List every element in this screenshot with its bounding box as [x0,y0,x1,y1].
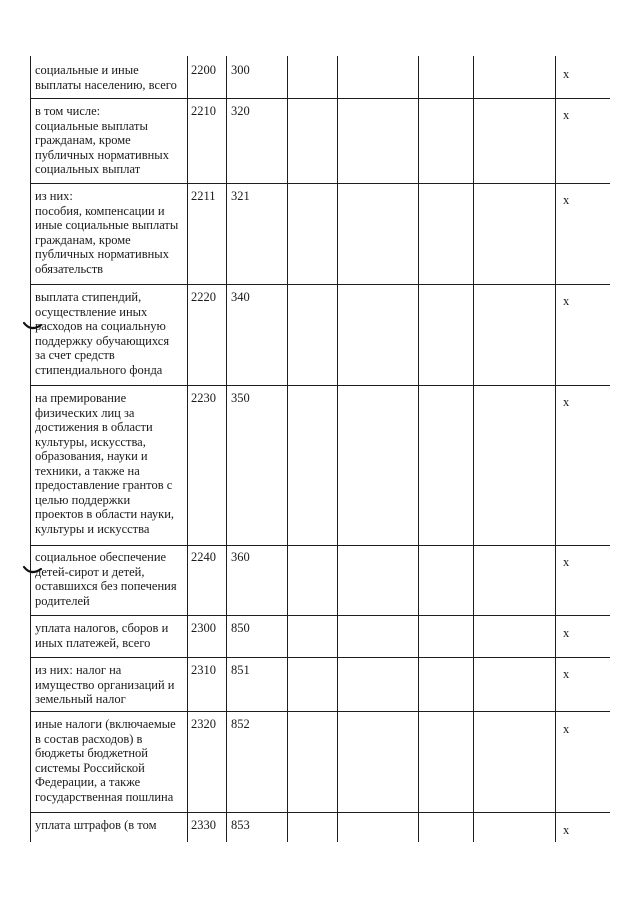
row-divider [30,812,610,813]
row-name-cell: иные налоги (включаемые в состав расходов) в бюджеты бюджетной системы Российской Федерации, а также государственная пошлина [35,717,176,804]
kbk-code-cell: 853 [231,818,250,832]
x-mark-cell: x [563,555,570,569]
line-code-cell: 2230 [191,391,216,405]
x-mark-cell: x [563,193,570,207]
line-code-cell: 2211 [191,189,216,203]
binder-hole-mark [22,564,44,578]
row-divider [30,183,610,184]
column-divider-1 [187,56,188,842]
x-mark-cell: x [563,108,570,122]
column-divider-3 [287,56,288,842]
line-code-cell: 2240 [191,550,216,564]
line-code-cell: 2300 [191,621,216,635]
kbk-code-cell: 852 [231,717,250,731]
kbk-code-cell: 340 [231,290,250,304]
table-border-left [30,56,31,842]
x-mark-cell: x [563,722,570,736]
column-divider-7 [555,56,556,842]
x-mark-cell: x [563,667,570,681]
kbk-code-cell: 851 [231,663,250,677]
row-divider [30,98,610,99]
column-divider-2 [226,56,227,842]
row-divider [30,284,610,285]
column-divider-4 [337,56,338,842]
line-code-cell: 2200 [191,63,216,77]
row-name-cell: социальные и иные выплаты населению, всего [35,63,177,92]
row-divider [30,615,610,616]
row-name-cell: из них: пособия, компенсации и иные социальные выплаты гражданам, кроме публичных нормативных обязательств [35,189,179,276]
kbk-code-cell: 321 [231,189,250,203]
binder-hole-mark [22,320,44,334]
line-code-cell: 2330 [191,818,216,832]
x-mark-cell: x [563,823,570,837]
row-name-cell: из них: налог на имущество организаций и земельный налог [35,663,175,706]
row-divider [30,657,610,658]
x-mark-cell: x [563,67,570,81]
kbk-code-cell: 350 [231,391,250,405]
line-code-cell: 2320 [191,717,216,731]
row-name-cell: социальное обеспечение детей-сирот и детей, оставшихся без попечения родителей [35,550,177,608]
row-divider [30,385,610,386]
line-code-cell: 2220 [191,290,216,304]
row-name-cell: уплата штрафов (в том [35,818,157,832]
row-name-cell: уплата налогов, сборов и иных платежей, всего [35,621,169,650]
kbk-code-cell: 320 [231,104,250,118]
row-divider [30,711,610,712]
line-code-cell: 2210 [191,104,216,118]
line-code-cell: 2310 [191,663,216,677]
x-mark-cell: x [563,626,570,640]
row-name-cell: в том числе: социальные выплаты гражданам, кроме публичных нормативных социальных выплат [35,104,169,176]
row-name-cell: выплата стипендий, осуществление иных расходов на социальную поддержку обучающихся за счет средств стипендиального фонда [35,290,170,377]
kbk-code-cell: 850 [231,621,250,635]
column-divider-5 [418,56,419,842]
kbk-code-cell: 300 [231,63,250,77]
row-name-cell: на премирование физических лиц за достижения в области культуры, искусства, образования, науки и техники, а также на предоставление грантов с целью поддержки проектов в области науки, культуры и искусства [35,391,175,536]
row-divider [30,545,610,546]
x-mark-cell: x [563,294,570,308]
kbk-code-cell: 360 [231,550,250,564]
column-divider-6 [473,56,474,842]
x-mark-cell: x [563,395,570,409]
